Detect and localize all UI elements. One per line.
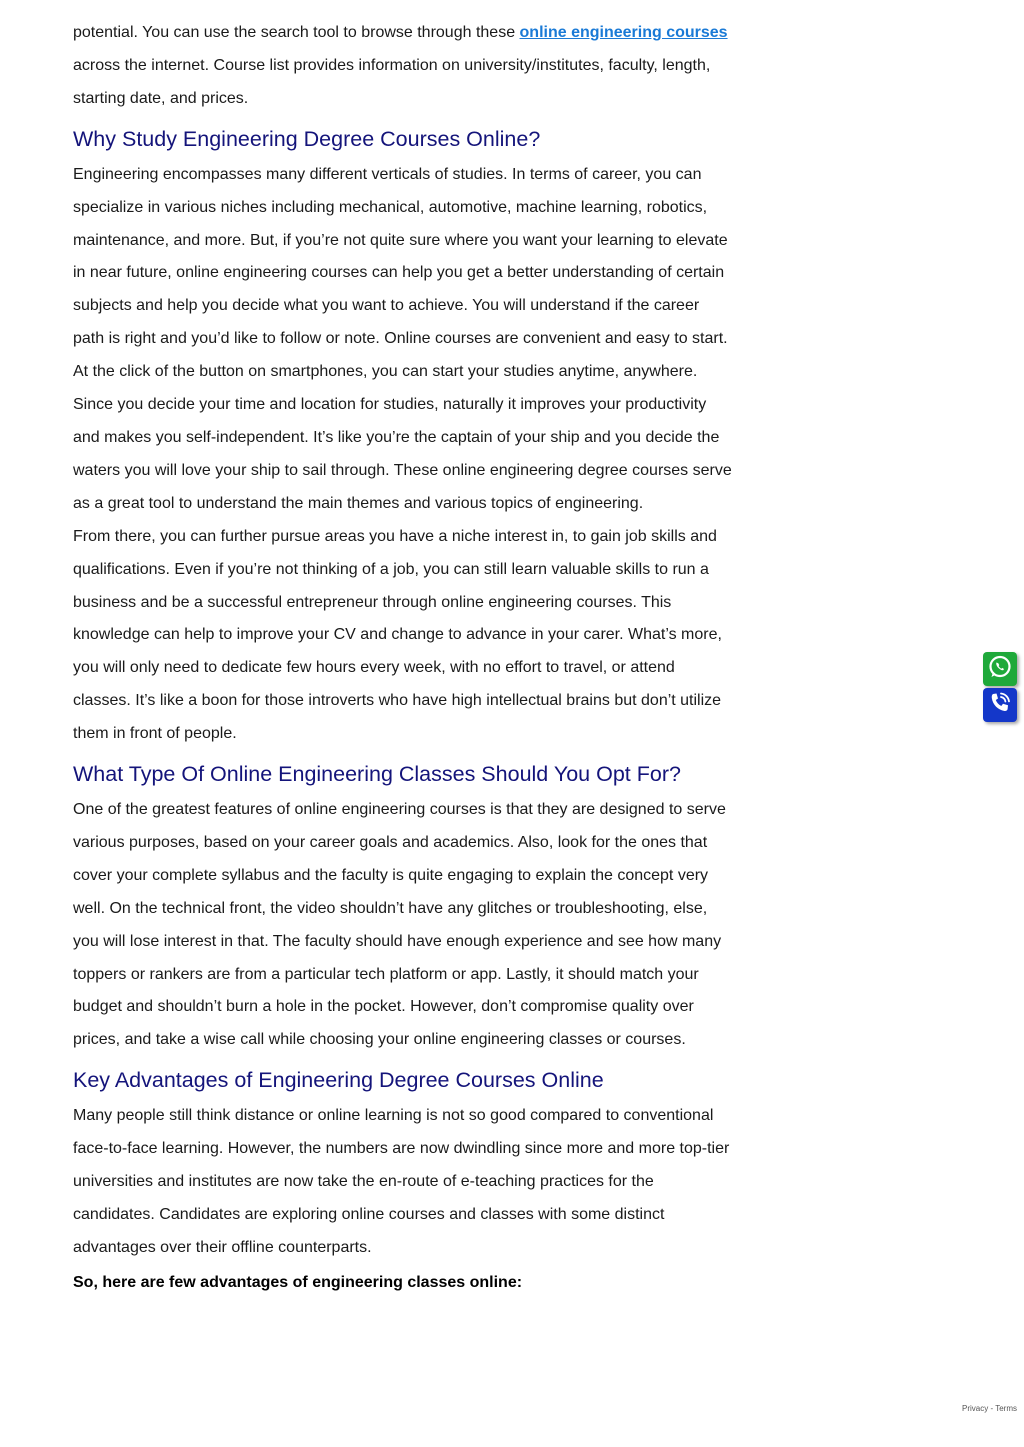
why-study-paragraph-1: Engineering encompasses many different verticals of studies. In terms of career, you can specialize in various niches including mechanical, automotive, machine learning, robotics, maintenance, and more. But, if you’re not quite sure where you want your learning to elevate in near future, online engineering courses can help you get a better understanding of certain subjects and help you decide what you want to achieve. You will understand if the career path is right and you’d like to follow or note. Online courses are convenient and easy to start. At the click of the button on smartphones, you can start your studies anytime, anywhere. <box>73 165 728 381</box>
what-type-paragraph-1: One of the greatest features of online engineering courses is that they are designed to serve various purposes, based on your career goals and academics. Also, look for the ones that cover your complete syllabus and the faculty is quite engaging to explain the concept very well. On the technical front, the video shouldn’t have any glitches or troubleshooting, else, you will lose interest in that. The faculty should have enough experience and see how many toppers or rankers are from a particular tech platform or app. Lastly, it should match your budget and shouldn’t burn a hole in the pocket. However, don’t compromise quality over prices, and take a wise call while choosing your online engineering classes or courses. <box>73 801 726 1049</box>
section-heading-what-type: What Type Of Online Engineering Classes Should You Opt For? <box>73 762 681 787</box>
privacy-link[interactable]: Privacy <box>962 1404 989 1413</box>
phone-icon <box>987 690 1013 721</box>
why-study-paragraph-3: From there, you can further pursue areas you have a niche interest in, to gain job skills and qualifications. Even if you’re not thinking of a job, you can still learn valuable skills to run a business and be a successful entrepreneur through online engineering courses. This knowledge can help to improve your CV and change to advance in your carer. What’s more, you will only need to dedicate few hours every week, with no effort to travel, or attend classes. It’s like a boon for those introverts who have high intellectual brains but don’t utilize them in front of people. <box>73 527 722 743</box>
section-heading-key-advantages: Key Advantages of Engineering Degree Courses Online <box>73 1068 604 1093</box>
why-study-paragraph-2: Since you decide your time and location for studies, naturally it improves your productivity and makes you self-independent. It’s like you’re the captain of your ship and you decide the waters you will love your ship to sail through. These online engineering degree courses serve as a great tool to understand the main themes and various topics of engineering. <box>73 396 732 512</box>
intro-text-end: across the internet. Course list provides information on university/institutes, faculty, length, starting date, and prices. <box>73 56 711 107</box>
online-engineering-courses-link[interactable]: online engineering courses <box>519 24 728 41</box>
article-content <box>73 17 733 1300</box>
whatsapp-button[interactable] <box>983 652 1017 686</box>
section-heading-why-study: Why Study Engineering Degree Courses Online? <box>73 126 541 151</box>
key-advantages-paragraph-1: Many people still think distance or online learning is not so good compared to conventional face-to-face learning. However, the numbers are now dwindling since more and more top-tier universities and institutes are now take the en-route of e-teaching practices for the candidates. Candidates are exploring online courses and classes with some distinct advantages over their offline counterparts. <box>73 1107 730 1256</box>
phone-call-button[interactable] <box>983 688 1017 722</box>
link-separator: - <box>988 1404 996 1413</box>
terms-link[interactable]: Terms <box>995 1404 1017 1413</box>
advantages-intro-line: So, here are few advantages of engineering classes online: <box>73 1273 523 1291</box>
intro-text-start: potential. You can use the search tool to browse through these <box>73 24 520 41</box>
whatsapp-icon <box>987 654 1013 685</box>
intro-paragraph <box>73 17 733 116</box>
recaptcha-links <box>962 1404 1017 1413</box>
